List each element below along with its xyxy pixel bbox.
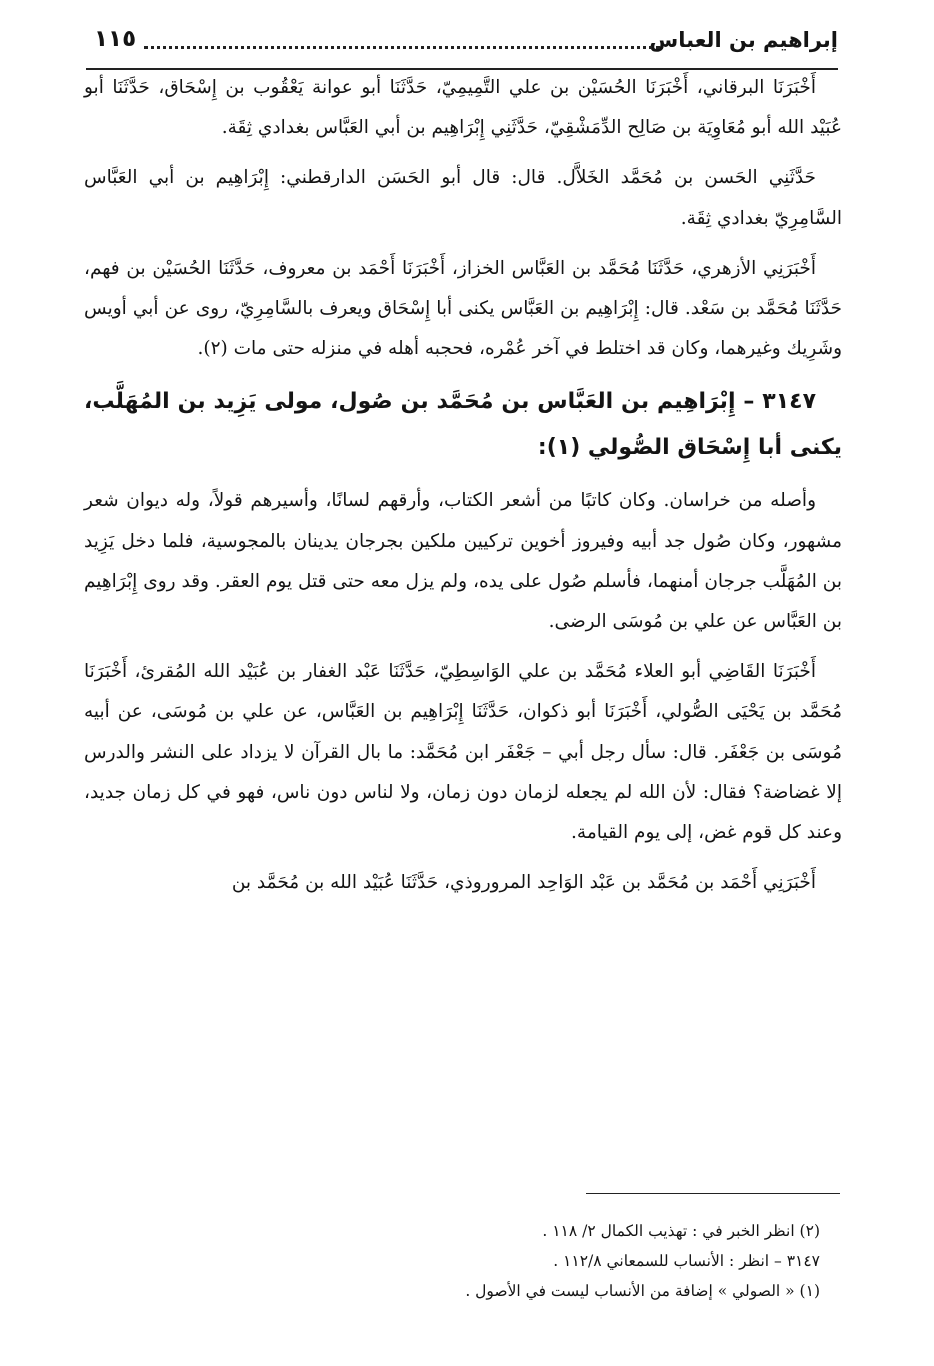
paragraph-1: أَخْبَرَنَا البرقاني، أَخْبَرَنَا الحُسَيْن بن علي التَّمِيمِيّ، حَدَّثَنَا أبو عوانة يَعْقُوب بن إِسْحَاق، حَدَّثَنَا أبو عُبَيْد الله أبو مُعَاوِيَة بن صَالِح الدِّمَشْقِيّ، حَدَّثَنِي إِبْرَاهِيم بن أبي العَبَّاس بغدادي ثِقَة. [84,77,842,139]
footnotes [220,1216,820,1306]
footnote-1: (٢) انظر الخبر في : تهذيب الكمال ٢/ ١١٨ . [542,1222,820,1240]
page-header [86,24,838,70]
page-number: ١١٥ [94,26,137,52]
paragraph-4: وأصله من خراسان. وكان كاتبًا من أشعر الكتاب، وأرقهم لسانًا، وأسيرهم قولاً، وله ديوان شعر مشهور، وكان صُول جد أبيه وفيروز أخوين تركيين ملكين بجرجان يدينان بالمجوسية، فلما دخل يَزِيد بن المُهَلَّب جرجان أمنهما، فأسلم صُول على يده، ولم يزل معه حتى قتل يوم العقر. وقد روى إِبْرَاهِيم بن العَبَّاس عن علي بن مُوسَى الرضى. [84,490,842,633]
main-text [84,68,842,913]
paragraph-3: أَخْبَرَنِي الأزهري، حَدَّثَنَا مُحَمَّد بن العَبَّاس الخزاز، أَخْبَرَنَا أَحْمَد بن معروف، حَدَّثَنَا الحُسَيْن بن فهم، حَدَّثَنَا مُحَمَّد بن سَعْد. قال: إِبْرَاهِيم بن العَبَّاس يكنى أبا إِسْحَاق ويعرف بالسَّامِرِيّ، روى عن أبي أويس وشَرِيك وغيرهما، وكان قد اختلط في آخر عُمْره، فحجبه أهله في منزله حتى مات (٢). [84,257,842,360]
footnote-2: ٣١٤٧ – انظر : الأنساب للسمعاني ١١٢/٨ . [553,1252,820,1270]
footnote-3: (١) « الصولي » إضافة من الأنساب ليست في الأصول . [465,1282,820,1300]
running-title: إبراهيم بن العباس [649,28,838,52]
dotted-leader [144,46,660,49]
footnote-divider [586,1193,840,1194]
paragraph-5: أَخْبَرَنَا القَاضِي أبو العلاء مُحَمَّد بن علي الوَاسِطِيّ، حَدَّثَنَا عَبْد الغفار بن عُبَيْد الله المُقرئ، أَخْبَرَنَا مُحَمَّد بن يَحْيَى الصُّولي، أَخْبَرَنَا أبو ذكوان، حَدَّثَنَا إِبْرَاهِيم بن العَبَّاس، عن علي بن مُوسَى، عن أبيه مُوسَى بن جَعْفَر. قال: سأل رجل أبي – جَعْفَر ابن مُحَمَّد: ما بال القرآن لا يزداد على النشر والدرس إلا غضاضة؟ فقال: لأن الله لم يجعله لزمان دون زمان، ولا لناس دون ناس، فهو في كل زمان جديد، وعند كل قوم غض، إلى يوم القيامة. [84,661,842,844]
paragraph-2: حَدَّثَنِي الحَسن بن مُحَمَّد الخَلاَّل. قال: قال أبو الحَسَن الدارقطني: إِبْرَاهِيم بن أبي العَبَّاس السَّامِرِيّ بغدادي ثِقَة. [84,167,842,229]
paragraph-6: أَخْبَرَنِي أَحْمَد بن مُحَمَّد بن عَبْد الوَاحِد المروروذي، حَدَّثَنَا عُبَيْد الله بن مُحَمَّد بن [231,872,816,894]
entry-heading: ٣١٤٧ – إِبْرَاهِيم بن العَبَّاس بن مُحَمَّد بن صُول، مولى يَزِيد بن المُهَلَّب، يكنى أبا إِسْحَاق الصُّولي (١): [84,389,842,461]
